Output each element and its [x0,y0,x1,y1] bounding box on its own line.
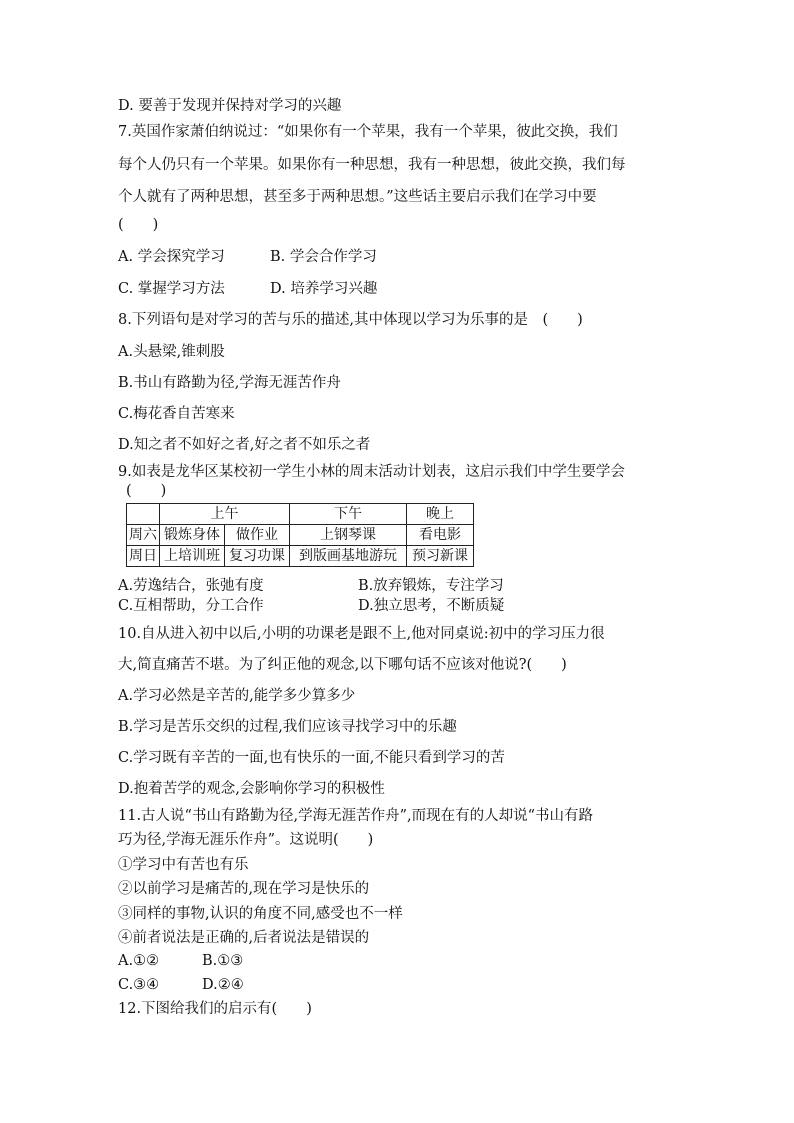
q7-option-b: B. 学会合作学习 [270,249,377,265]
q11-options-row-2 [118,975,244,995]
q11-option-a: A.①② [118,953,160,969]
q10-stem-line-1: 10.自从进入初中以后,小明的功课老是跟不上,他对同桌说:初中的学习压力很 [118,626,605,642]
q9-option-c: C.互相帮助，分工合作 [118,598,264,614]
table-header-cell: 下午 [290,504,407,525]
q11-option-d: D.②④ [202,977,244,993]
q7-stem-line-1: 7.英国作家萧伯纳说过：“如果你有一个苹果，我有一个苹果，彼此交换，我们 [118,124,618,140]
q10-option-a: A.学习必然是辛苦的,能学多少算多少 [118,688,356,704]
table-cell: 周日 [127,546,160,567]
q9-option-d: D.独立思考，不断质疑 [358,598,505,614]
weekend-plan-table [126,503,474,567]
table-cell: 锻炼身体 [160,525,225,546]
table-header-cell: 晚上 [407,504,474,525]
table-cell: 复习功课 [225,546,290,567]
q7-option-c: C. 掌握学习方法 [118,281,225,297]
q11-stem-line-1: 11.古人说“书山有路勤为径,学海无涯苦作舟”,而现在有的人却说“书山有路 [118,808,594,824]
q10-option-c: C.学习既有辛苦的一面,也有快乐的一面,不能只看到学习的苦 [118,750,505,766]
q8-option-a: A.头悬梁,锥刺股 [118,344,225,360]
table-row [127,525,474,546]
q9-option-a: A.劳逸结合，张弛有度 [118,578,264,594]
table-cell: 周六 [127,525,160,546]
q8-option-c: C.梅花香自苦寒来 [118,406,235,422]
table-cell: 上钢琴课 [290,525,407,546]
q6-option-d: D. 要善于发现并保持对学习的兴趣 [118,98,342,114]
q9-stem: 9.如表是龙华区某校初一学生小林的周末活动计划表，这启示我们中学生要学会 [118,464,625,480]
q7-options-row-2 [118,279,377,299]
q11-statement-2: ②以前学习是痛苦的,现在学习是快乐的 [118,881,370,897]
table-cell: 到版画基地游玩 [290,546,407,567]
q11-options-row-1 [118,951,243,971]
q12-stem: 12.下图给我们的启示有( ) [118,1001,312,1017]
q7-options-row-1 [118,247,377,267]
q11-statement-1: ①学习中有苦也有乐 [118,857,249,873]
q8-stem: 8.下列语句是对学习的苦与乐的描述,其中体现以学习为乐事的是 ( ) [118,312,583,328]
q11-statement-4: ④前者说法是正确的,后者说法是错误的 [118,930,370,946]
q11-option-c: C.③④ [118,977,160,993]
q11-option-b: B.①③ [202,953,244,969]
q9-options-row-2 [118,596,504,616]
q7-stem-line-2: 每个人仍只有一个苹果。如果你有一种思想，我有一种思想，彼此交换，我们每 [118,157,626,173]
table-row [127,546,474,567]
table-header-cell: 上午 [160,504,290,525]
table-cell: 预习新课 [407,546,474,567]
q8-option-d: D.知之者不如好之者,好之者不如乐之者 [118,437,371,453]
table-header-row [127,504,474,525]
q7-stem-line-3: 个人就有了两种思想，甚至多于两种思想。”这些话主要启示我们在学习中要 [118,189,597,205]
q8-option-b: B.书山有路勤为径,学海无涯苦作舟 [118,375,341,391]
table-header-cell [127,504,160,525]
table-cell: 看电影 [407,525,474,546]
q7-answer-blank: ( ) [118,217,159,233]
q10-stem-line-2: 大,简直痛苦不堪。为了纠正他的观念,以下哪句话不应该对他说?( ) [118,657,567,673]
table-cell: 上培训班 [160,546,225,567]
q7-option-d: D. 培养学习兴趣 [270,281,378,297]
q9-options-row-1 [118,576,504,596]
q7-option-a: A. 学会探究学习 [118,249,225,265]
q9-answer-blank: ( ) [126,483,167,499]
q10-option-d: D.抱着苦学的观念,会影响你学习的积极性 [118,781,385,797]
q9-option-b: B.放弃锻炼，专注学习 [358,578,504,594]
table-cell: 做作业 [225,525,290,546]
q10-option-b: B.学习是苦乐交织的过程,我们应该寻找学习中的乐趣 [118,719,457,735]
q11-statement-3: ③同样的事物,认识的角度不同,感受也不一样 [118,906,403,922]
q11-stem-line-2: 巧为径,学海无涯乐作舟”。这说明( ) [118,832,374,848]
